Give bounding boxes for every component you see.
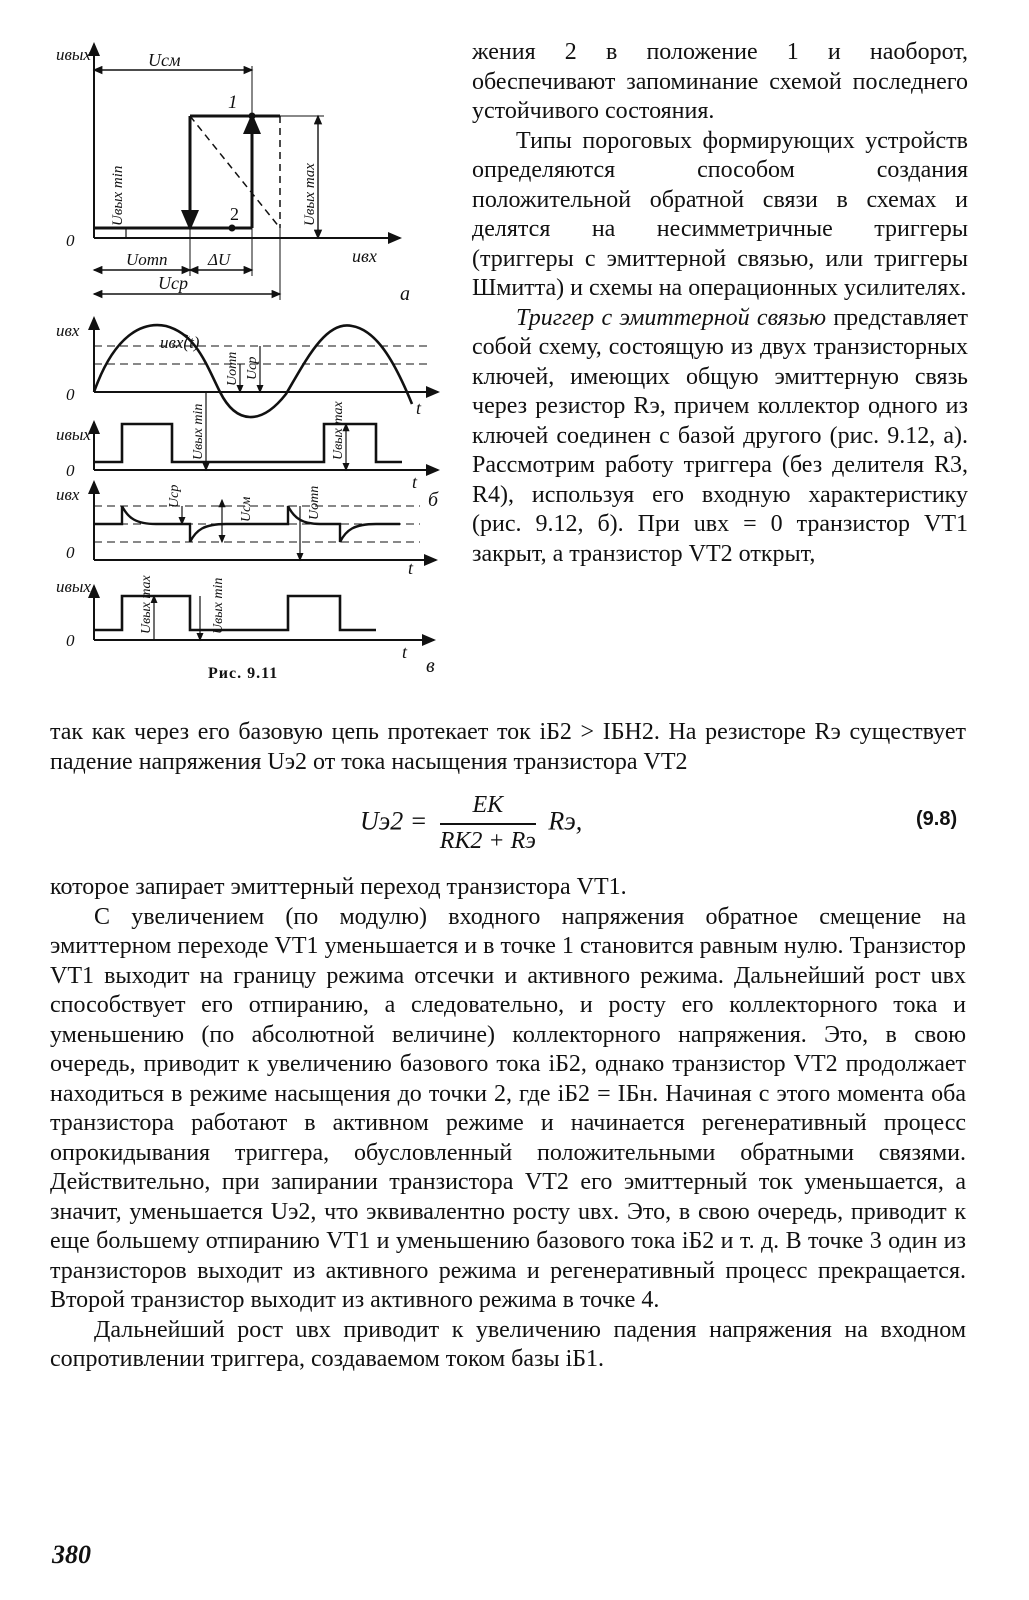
paragraph-trigger-types: Типы пороговых формирующих устройств определяются способом создания положительной обратной связи в схемах и делятся на несимметричные триггеры (триггеры с эмиттерной связью, или триггеры Шмитта) и схемы на операционных усилителях.	[472, 127, 968, 301]
panel-v-time-label: t	[408, 558, 414, 578]
panel-b-input-curve-label: uвх(t)	[160, 333, 200, 352]
panel-v-output-time-label: t	[402, 642, 408, 662]
panel-b-u-out-max-label: Uвых max	[331, 401, 346, 460]
paragraph-regenerative-process: С увеличением (по модулю) входного напряжения обратное смещение на эмиттерном переходе VT1 уменьшается и в точке 1 становится равным нулю. Транзистор VT1 выходит на границу режима отсечки и активного режима. Дальнейший рост uвх способствует его отпиранию, а следовательно, и росту его коллекторного тока и уменьшению (по абсолютной величине) коллекторного напряжения. Это, в свою очередь, приводит к увеличению базового тока iБ2, однако транзистор VT2 продолжает находиться в режиме насыщения до точки 2, где iБ2 = IБн. Начиная с этого момента оба транзистора работают в активном режиме и начинается регенеративный процесс опрокидывания триггера, обусловленный положительными обратными связями. Действительно, при запирании транзистора VT2 его эмиттерный ток уменьшается, а значит, уменьшается Uэ2, что эквивалентно росту uвх. Это, в свою очередь, приводит к еще большему отпиранию VT1 и уменьшению базового тока iБ2 и т. д. В точке 3 один из транзисторов выходит из активного режима и регенеративный процесс прекращается. Второй транзистор выходит из активного режима в точке 4.	[50, 903, 966, 1313]
panel-b	[94, 318, 438, 470]
panel-b-time-label: t	[416, 398, 422, 418]
formula-numerator: EК	[440, 791, 536, 825]
panel-v-u-sr-label: Uср	[167, 484, 182, 508]
panel-b-output-square-wave	[94, 424, 402, 462]
panel-b-u-sr-label: Uср	[245, 356, 260, 380]
emitter-trigger-title: Триггер с эмиттерной связью	[516, 304, 827, 331]
panel-b-input-axis-label: uвх	[56, 321, 80, 340]
column-text	[472, 38, 968, 569]
emitter-trigger-body: представляет собой схему, состоящую из двух транзисторных ключей, имеющих общую эмиттерную связь через резистор Rэ, причем коллектор одного из ключей соединен с базой другого (рис. 9.12, а). Рассмотрим работу триггера (без делителя R3, R4), используя его входную характеристику (рис. 9.12, б). При uвх = 0 транзистор VT1 закрыт, а транзистор VT2 открыт,	[472, 304, 968, 567]
panel-v-output-square-wave	[94, 596, 376, 630]
panel-a-u-otp-label: Uотп	[126, 250, 168, 269]
paragraph-continued: жения 2 в положение 1 и наоборот, обеспечивают запоминание схемой последнего устойчивого состояния.	[472, 39, 968, 124]
panel-a-delta-u-label: ΔU	[208, 250, 231, 269]
panel-b-output-axis-label: uвых	[56, 425, 91, 444]
page-number: 380	[52, 1540, 91, 1569]
formula-rhs: Rэ,	[548, 806, 583, 836]
paragraph-emitter-trigger	[472, 304, 968, 570]
panel-a-letter: а	[400, 283, 410, 305]
panel-v-output-zero-label: 0	[66, 631, 75, 650]
panel-a-zero-label: 0	[66, 231, 75, 250]
panel-a-u-out-max-label: Uвых max	[302, 163, 318, 226]
full-width-text	[50, 718, 966, 1375]
formula-expression	[360, 791, 582, 856]
panel-a-point-1-label: 1	[228, 92, 238, 113]
panel-b-output-time-label: t	[412, 472, 418, 492]
panel-a-y-axis-label: uвых	[56, 45, 91, 64]
panel-a-point-2-label: 2	[230, 204, 239, 224]
formula-9-8	[50, 777, 966, 873]
panel-v-u-out-min-label: Uвых min	[211, 577, 226, 634]
figure-caption: Рис. 9.11	[208, 665, 279, 682]
formula-fraction	[440, 791, 536, 856]
panel-a-u-sm-label: Uсм	[148, 50, 181, 70]
panel-v-u-out-max-label: Uвых max	[139, 575, 154, 634]
figure-9-11	[56, 30, 466, 700]
equation-number: (9.8)	[916, 808, 958, 830]
panel-b-zero-label: 0	[66, 385, 75, 404]
panel-v-u-sm-label: Uсм	[239, 496, 254, 522]
paragraph-blocks-vt1: которое запирает эмиттерный переход транзистора VT1.	[50, 874, 627, 900]
panel-v-letter: в	[426, 655, 435, 677]
panel-b-u-otp-label: Uотп	[225, 351, 240, 386]
formula-denominator: RК2 + Rэ	[439, 827, 536, 854]
panel-b-output-zero-label: 0	[66, 461, 75, 480]
panel-a-u-out-min-label: Uвых min	[110, 165, 126, 226]
panel-v-output-axis-label: uвых	[56, 577, 91, 596]
paragraph-further-growth: Дальнейший рост uвх приводит к увеличению падения напряжения на входном сопротивлении триггера, создаваемом током базы iБ1.	[50, 1316, 966, 1372]
formula-lhs: Uэ2 =	[360, 806, 428, 836]
panel-a-u-sr-label: Uср	[158, 273, 188, 293]
panel-v-zero-label: 0	[66, 543, 75, 562]
panel-v-u-otp-label: Uотп	[307, 485, 322, 520]
panel-v-input-axis-label: uвх	[56, 485, 80, 504]
point-2-marker	[229, 225, 235, 231]
panel-b-letter: б	[428, 489, 439, 511]
panel-a-x-axis-label: uвх	[352, 246, 377, 266]
panel-b-u-out-min-label: Uвых min	[191, 403, 206, 460]
paragraph-emitter-trigger-continued: так как через его базовую цепь протекает ток iБ2 > IБН2. На резисторе Rэ существует падение напряжения Uэ2 от тока насыщения транзистора VT2	[50, 719, 966, 775]
